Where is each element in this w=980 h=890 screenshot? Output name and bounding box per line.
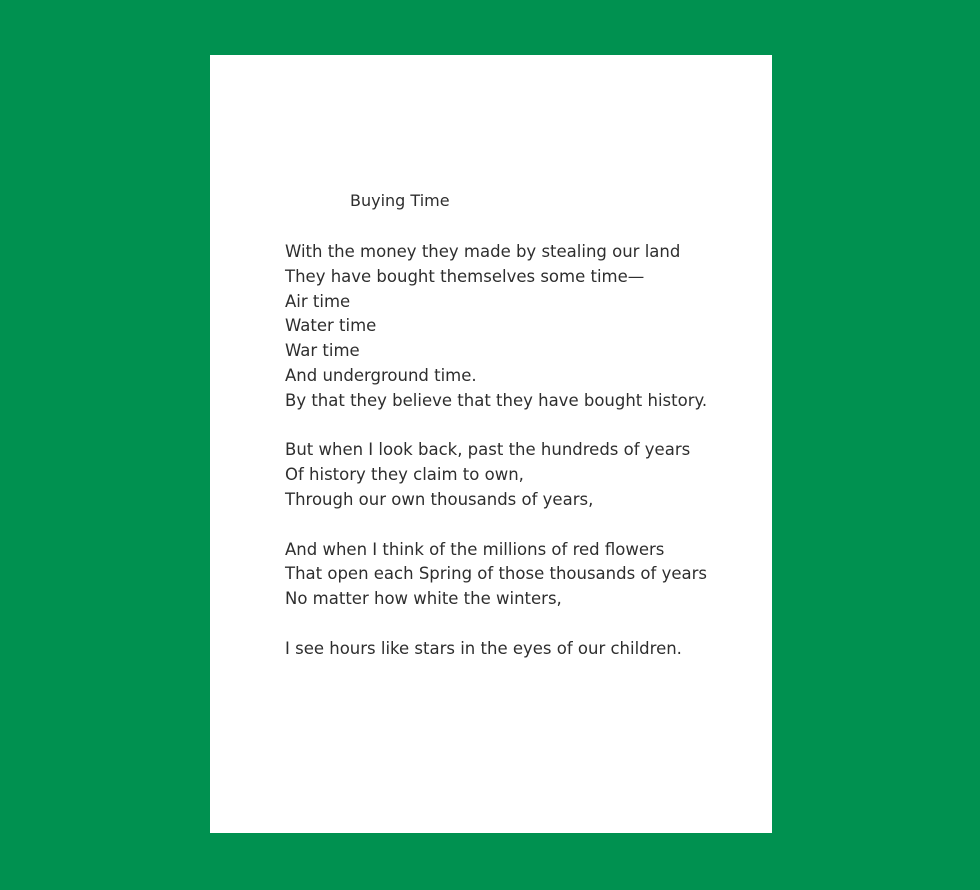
poem-line: War time: [285, 341, 360, 361]
poem-line: By that they believe that they have bought history.: [285, 390, 708, 410]
poem-line: And underground time.: [285, 365, 477, 385]
poem-page: [210, 55, 772, 833]
poem-line: That open each Spring of those thousands of years: [285, 564, 707, 584]
poem-line: And when I think of the millions of red flowers: [285, 539, 665, 559]
poem-line: With the money they made by stealing our land: [285, 242, 681, 261]
stanza-3: [285, 538, 755, 612]
poem-line: No matter how white the winters,: [285, 589, 562, 609]
poem-line: Water time: [285, 316, 377, 336]
poem-line: Through our own thousands of years,: [285, 489, 594, 509]
poem-line: Of history they claim to own,: [285, 465, 524, 485]
poem-body: [285, 240, 755, 686]
poem-line: But when I look back, past the hundreds of years: [285, 440, 691, 460]
stanza-2: [285, 438, 755, 512]
poem-line: They have bought themselves some time—: [285, 266, 645, 286]
poem-line: Air time: [285, 291, 351, 311]
poem-line: I see hours like stars in the eyes of our children.: [285, 638, 682, 658]
stanza-1: [285, 240, 755, 414]
stanza-4: [285, 637, 755, 662]
poem-title: Buying Time: [350, 191, 450, 210]
